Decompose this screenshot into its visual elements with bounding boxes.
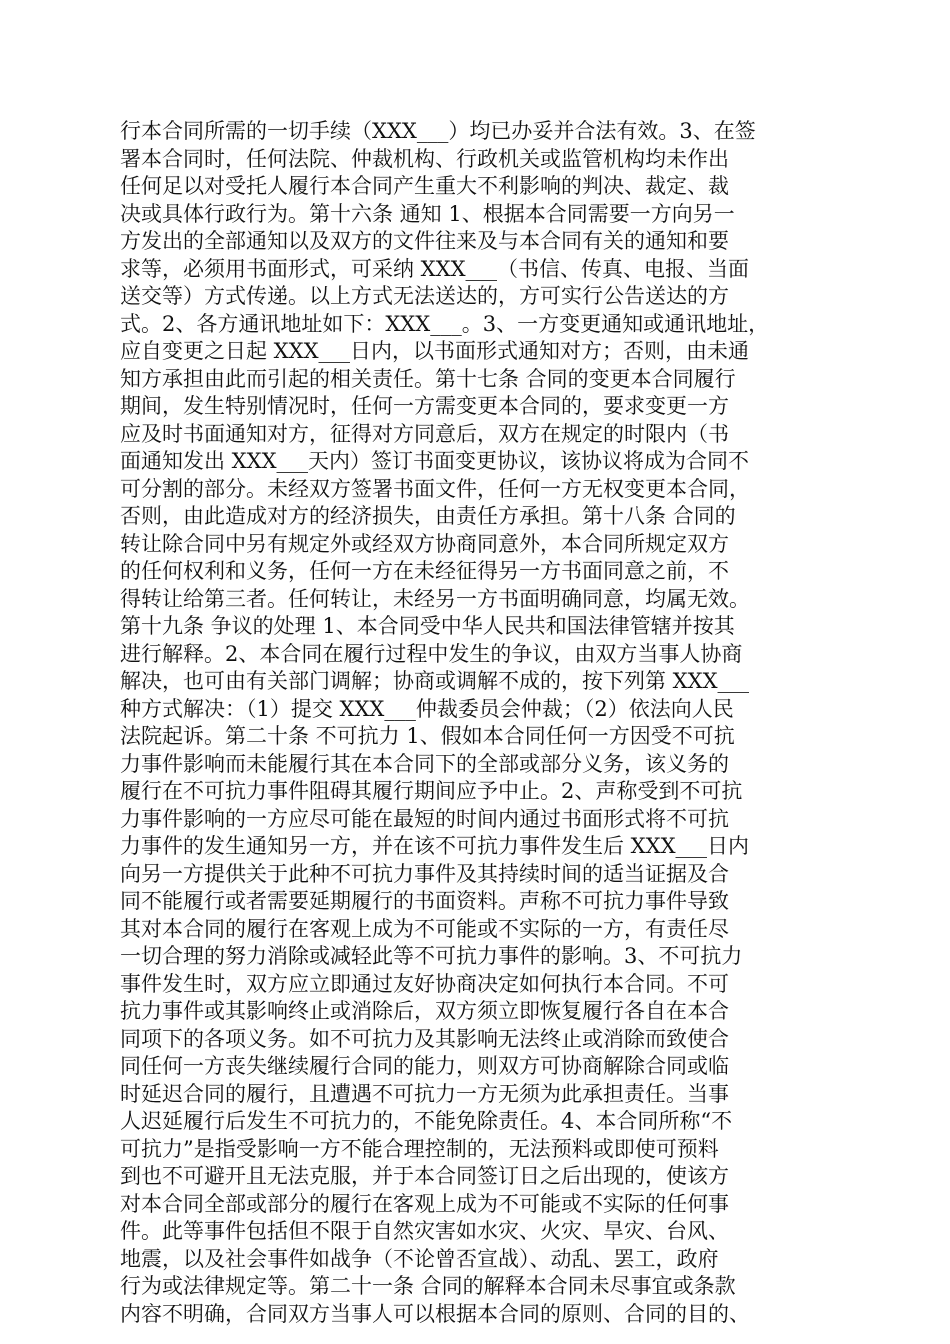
text-line: 力事件的发生通知另一方，并在该不可抗力事件发生后 XXX___日内 [120, 834, 750, 858]
text-line: 向另一方提供关于此种不可抗力事件及其持续时间的适当证据及合 [120, 861, 729, 886]
text-line: 决或具体行政行为。第十六条 通知 1、根据本合同需要一方向另一 [120, 201, 735, 226]
text-line: 应及时书面通知对方，征得对方同意后，双方在规定的时限内（书 [120, 421, 729, 446]
text-line: 转让除合同中另有规定外或经双方协商同意外，本合同所规定双方 [120, 531, 729, 556]
text-line: 一切合理的努力消除或减轻此等不可抗力事件的影响。3、不可抗力 [120, 944, 743, 968]
text-line: 应自变更之日起 XXX___日内，以书面形式通知对方；否则，由未通 [120, 339, 750, 363]
text-line: 时延迟合同的履行，且遭遇不可抗力一方无须为此承担责任。当事 [120, 1081, 729, 1106]
text-line: 人迟延履行后发生不可抗力的，不能免除责任。4、本合同所称“不 [120, 1109, 733, 1133]
text-line: 同不能履行或者需要延期履行的书面资料。声称不可抗力事件导致 [120, 889, 729, 913]
text-line: 内容不明确，合同双方当事人可以根据本合同的原则、合同的目的、 [120, 1301, 750, 1326]
text-line: 的任何权利和义务，任何一方在未经征得另一方书面同意之前，不 [120, 559, 729, 583]
text-line: 可抗力”是指受影响一方不能合理控制的，无法预料或即使可预料 [120, 1136, 719, 1161]
text-line: 可分割的部分。未经双方签署书面文件，任何一方无权变更本合同， [120, 476, 750, 501]
text-line: 力事件影响的一方应尽可能在最短的时间内通过书面形式将不可抗 [120, 806, 729, 831]
text-line: 种方式解决：（1）提交 XXX___仲裁委员会仲裁；（2）依法向人民 [120, 696, 734, 721]
text-line: 解决，也可由有关部门调解；协商或调解不成的，按下列第 XXX___ [120, 669, 750, 693]
text-line: 力事件影响而未能履行其在本合同下的全部或部分义务，该义务的 [120, 751, 729, 776]
contract-body-text [120, 118, 835, 1328]
text-line: 其对本合同的履行在客观上成为不可能或不实际的一方，有责任尽 [120, 916, 729, 941]
text-line: 期间，发生特别情况时，任何一方需变更本合同的，要求变更一方 [120, 394, 729, 418]
text-line: 面通知发出 XXX___天内）签订书面变更协议，该协议将成为合同不 [120, 449, 750, 473]
text-line: 式。2、各方通讯地址如下：XXX___。3、一方变更通知或通讯地址， [120, 311, 770, 336]
text-line: 得转让给第三者。任何转让，未经另一方书面明确同意，均属无效。 [120, 586, 750, 611]
text-line: 对本合同全部或部分的履行在客观上成为不可能或不实际的任何事 [120, 1191, 729, 1216]
text-line: 件。此等事件包括但不限于自然灾害如水灾、火灾、旱灾、台风、 [120, 1219, 729, 1243]
text-line: 进行解释。2、本合同在履行过程中发生的争议，由双方当事人协商 [120, 641, 743, 666]
text-line: 求等，必须用书面形式，可采纳 XXX___（书信、传真、电报、当面 [120, 256, 750, 281]
text-line: 法院起诉。第二十条 不可抗力 1、假如本合同任何一方因受不可抗 [120, 724, 735, 748]
text-line: 第十九条 争议的处理 1、本合同受中华人民共和国法律管辖并按其 [120, 614, 735, 638]
text-line: 行为或法律规定等。第二十一条 合同的解释本合同未尽事宜或条款 [120, 1274, 736, 1298]
text-line: 抗力事件或其影响终止或消除后，双方须立即恢复履行各自在本合 [120, 999, 729, 1023]
text-line: 同项下的各项义务。如不可抗力及其影响无法终止或消除而致使合 [120, 1026, 729, 1051]
text-line: 到也不可避开且无法克服，并于本合同签订日之后出现的，使该方 [120, 1164, 729, 1188]
text-line: 知方承担由此而引起的相关责任。第十七条 合同的变更本合同履行 [120, 366, 736, 391]
text-line: 方发出的全部通知以及双方的文件往来及与本合同有关的通知和要 [120, 229, 729, 253]
text-line: 事件发生时，双方应立即通过友好协商决定如何执行本合同。不可 [120, 971, 729, 996]
text-line: 署本合同时，任何法院、仲裁机构、行政机关或监管机构均未作出 [120, 146, 729, 171]
text-line: 行本合同所需的一切手续（XXX___）均已办妥并合法有效。3、在签 [120, 119, 756, 143]
text-line: 任何足以对受托人履行本合同产生重大不利影响的判决、裁定、裁 [120, 174, 729, 198]
text-line: 送交等）方式传递。以上方式无法送达的，方可实行公告送达的方 [120, 284, 729, 308]
text-line: 同任何一方丧失继续履行合同的能力，则双方可协商解除合同或临 [120, 1054, 729, 1078]
text-line: 否则，由此造成对方的经济损失，由责任方承担。第十八条 合同的 [120, 504, 736, 528]
text-line: 履行在不可抗力事件阻碍其履行期间应予中止。2、声称受到不可抗 [120, 779, 743, 803]
text-line: 地震，以及社会事件如战争（不论曾否宣战）、动乱、罢工，政府 [120, 1246, 719, 1271]
